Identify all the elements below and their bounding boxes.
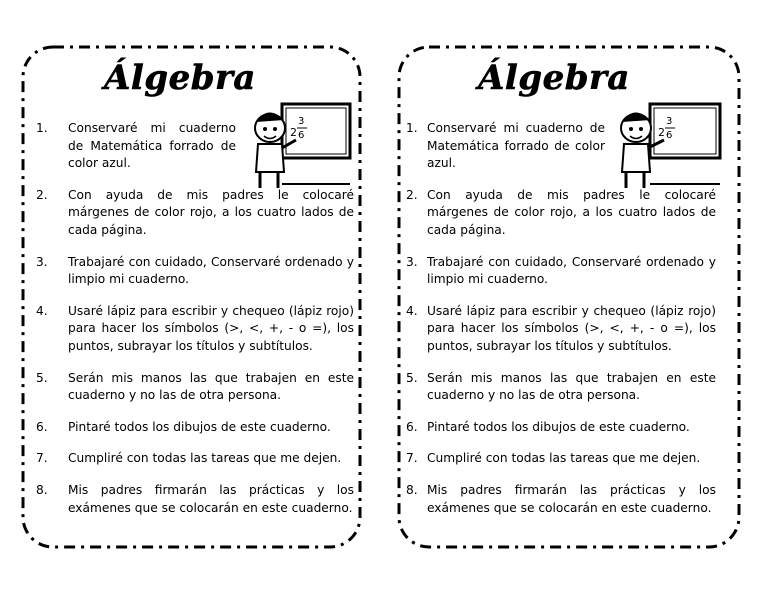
board-denominator: 6	[666, 130, 673, 141]
rules-list	[32, 120, 354, 517]
list-item: 2. Con ayuda de mis padres le colocaré márgenes de color rojo, a los cuatro lados de cada página.	[36, 187, 354, 237]
list-item: 8. Mis padres firmarán las prácticas y los exámenes que se colocarán en este cuaderno.	[36, 482, 354, 515]
board-whole: 2	[658, 126, 665, 139]
list-item: 1. Conservaré mi cuaderno de Matemática forrado de color azul.	[406, 121, 605, 171]
list-item: 1. Conservaré mi cuaderno de Matemática forrado de color azul.	[36, 121, 236, 171]
list-item: 5. Serán mis manos las que trabajen en este cuaderno y no las de otra persona.	[36, 370, 354, 403]
list-item: 6. Pintaré todos los dibujos de este cuaderno.	[36, 419, 331, 434]
list-item: 6. Pintaré todos los dibujos de este cuaderno.	[406, 419, 690, 434]
rules-card-left	[20, 44, 363, 550]
card-title: Álgebra	[478, 58, 630, 98]
rules-list	[406, 120, 716, 517]
rules-card-right	[396, 44, 742, 550]
list-item: 3. Trabajaré con cuidado, Conservaré ordenado y limpio mi cuaderno.	[36, 254, 354, 287]
list-item: 7. Cumpliré con todas las tareas que me dejen.	[406, 451, 701, 466]
card-title: Álgebra	[104, 58, 256, 98]
list-item: 3. Trabajaré con cuidado, Conservaré ordenado y limpio mi cuaderno.	[406, 254, 716, 287]
list-item: 8. Mis padres firmarán las prácticas y los exámenes que se colocarán en este cuaderno.	[406, 482, 716, 515]
list-item: 5. Serán mis manos las que trabajen en este cuaderno y no las de otra persona.	[406, 370, 716, 403]
board-whole: 2	[290, 126, 297, 139]
board-numerator: 3	[298, 116, 305, 127]
list-item: 2. Con ayuda de mis padres le colocaré márgenes de color rojo, a los cuatro lados de cada página.	[406, 187, 716, 237]
list-item: 4. Usaré lápiz para escribir y chequeo (lápiz rojo) para hacer los símbolos (>, <, +, - o =), los puntos, subrayar los títulos y subtítulos.	[36, 303, 354, 353]
list-item: 4. Usaré lápiz para escribir y chequeo (lápiz rojo) para hacer los símbolos (>, <, +, - o =), los puntos, subrayar los títulos y subtítulos.	[406, 303, 716, 353]
list-item: 7. Cumpliré con todas las tareas que me dejen.	[36, 451, 342, 466]
board-numerator: 3	[666, 116, 673, 127]
board-denominator: 6	[298, 130, 305, 141]
